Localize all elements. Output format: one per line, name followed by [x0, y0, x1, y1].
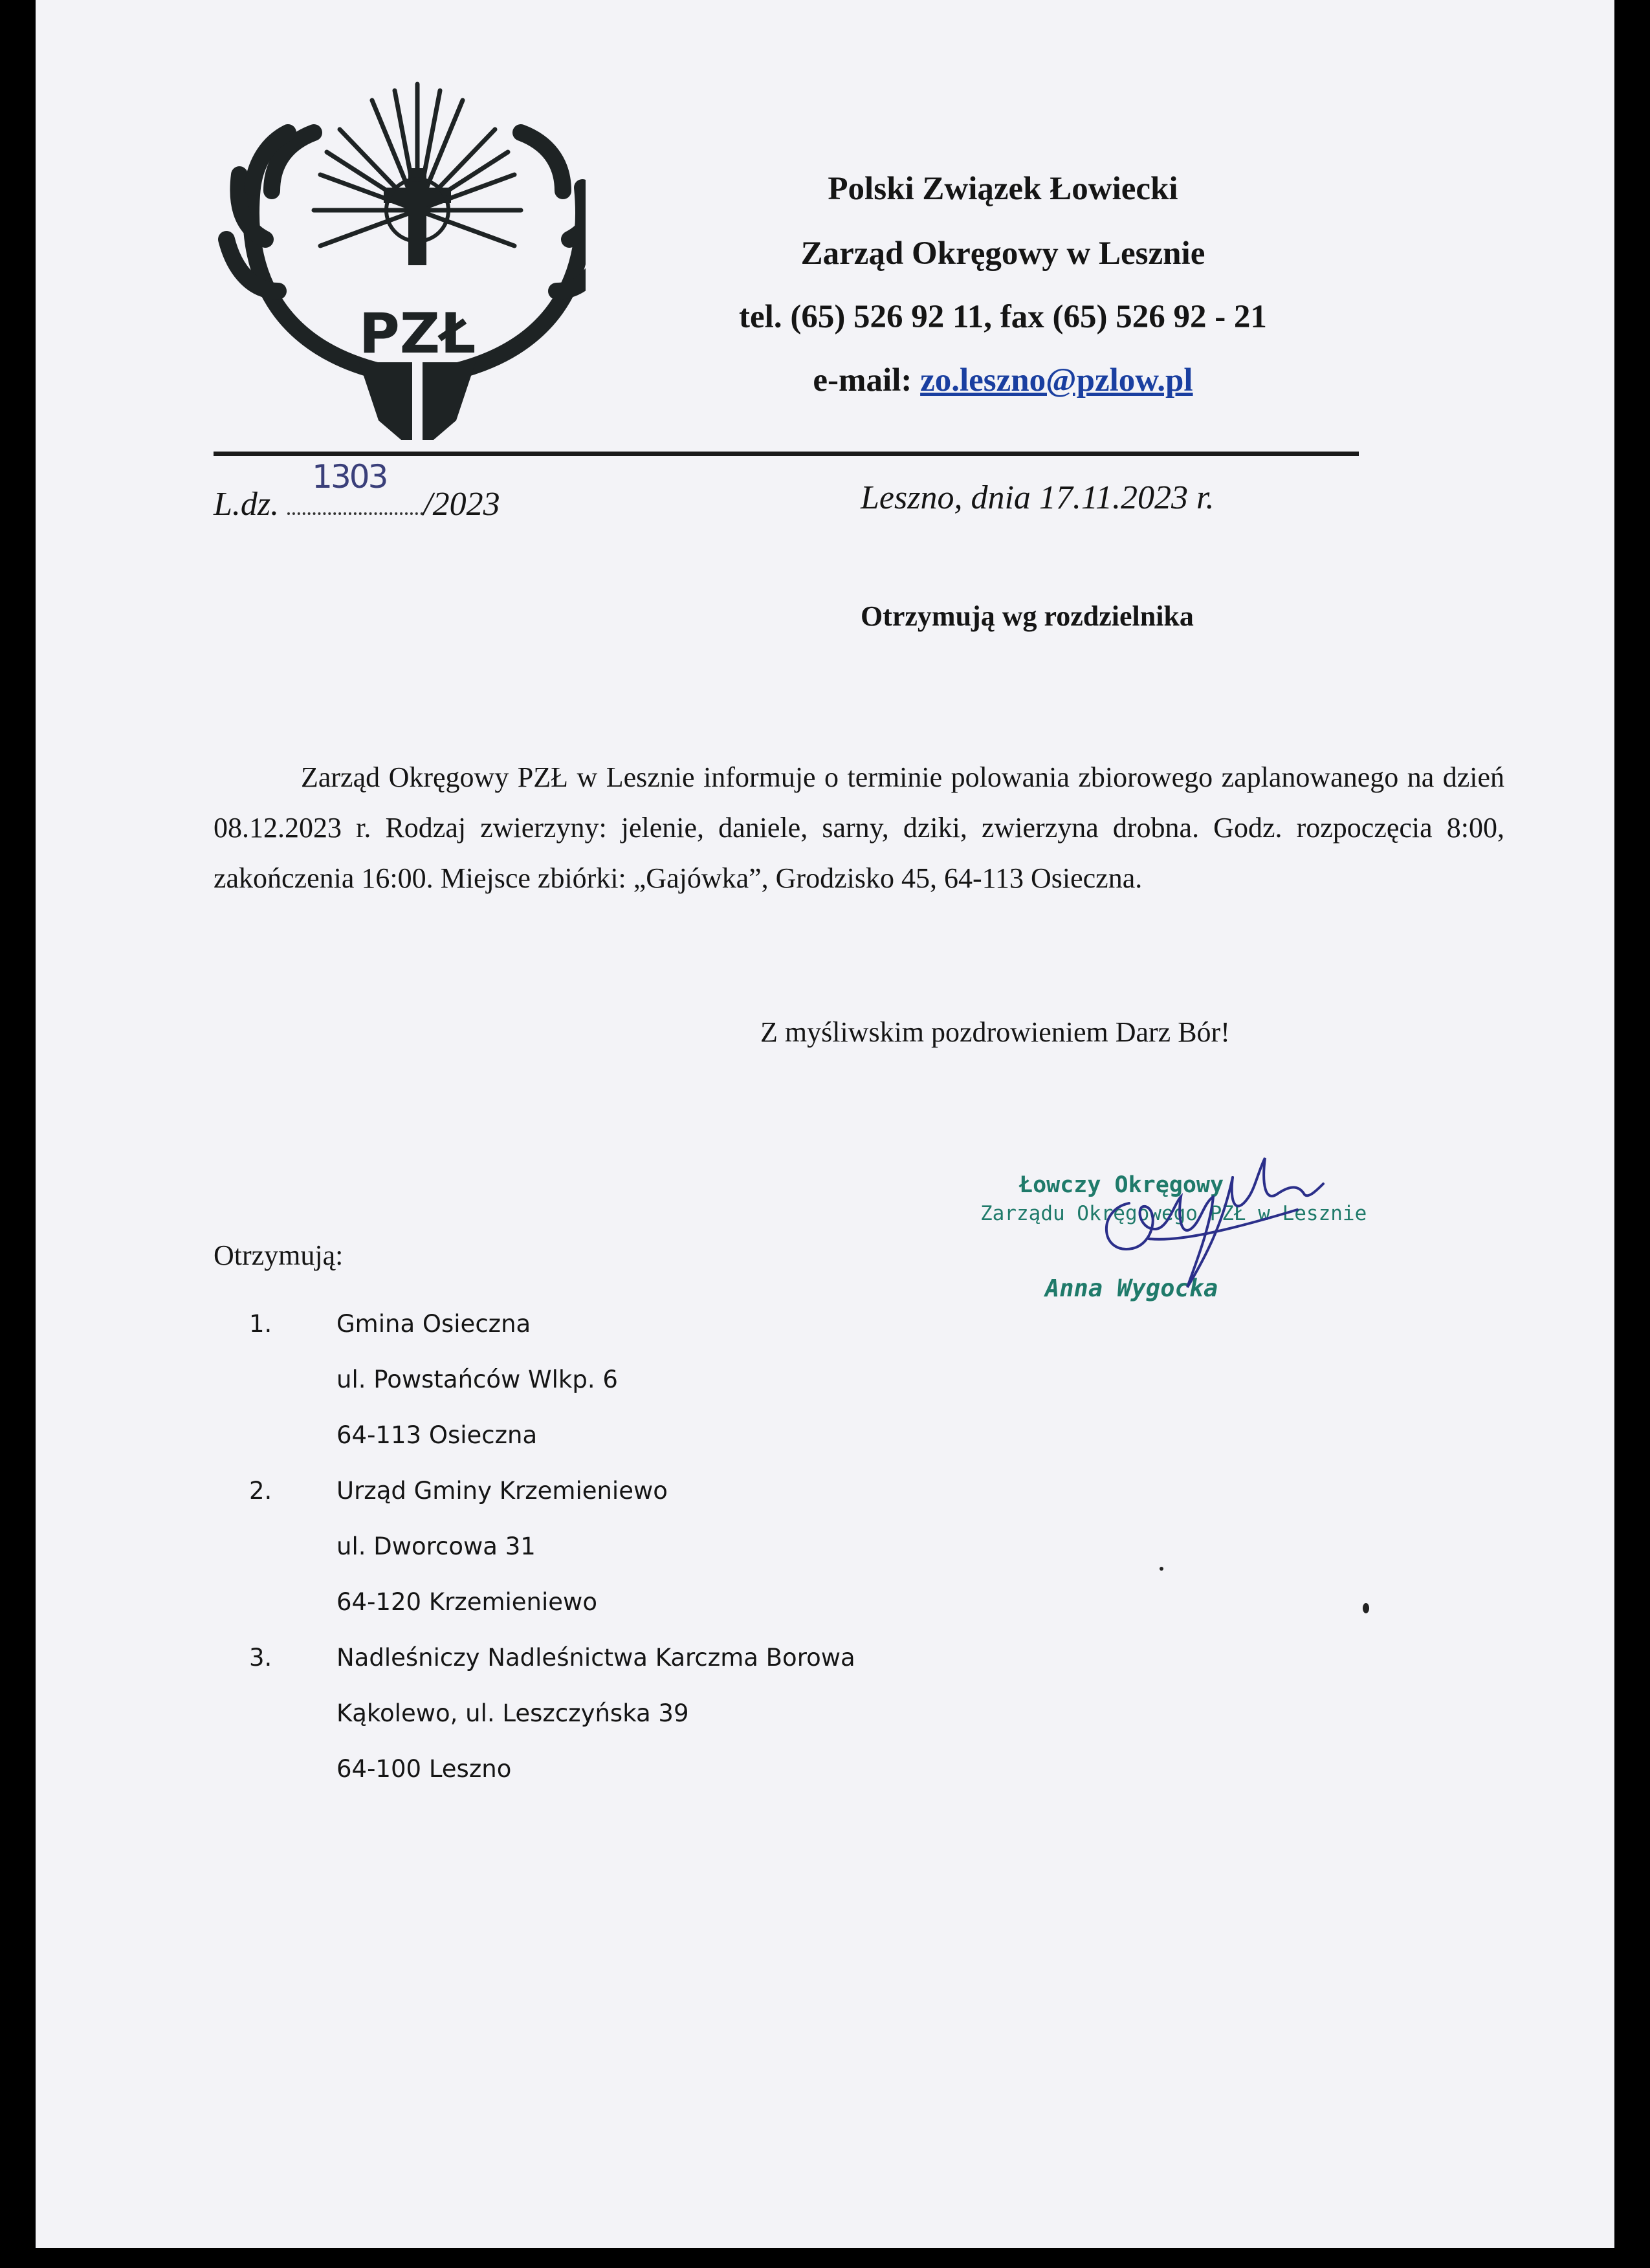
reference-prefix: L.dz.: [214, 486, 280, 523]
handwritten-signature: [1084, 1132, 1356, 1326]
recipient-postal: 64-113 Osieczna: [336, 1421, 538, 1449]
scan-speck: [1363, 1603, 1369, 1613]
list-item: [249, 1477, 768, 1644]
organization-name: Polski Związek Łowiecki: [828, 171, 1178, 207]
recipient-name: Nadleśniczy Nadleśnictwa Karczma Borowa: [336, 1644, 855, 1672]
document-date: Leszno, dnia 17.11.2023 r.: [861, 479, 1215, 516]
stamp-title: Łowczy Okręgowy: [1019, 1172, 1224, 1198]
recipient-postal: 64-100 Leszno: [336, 1755, 512, 1783]
list-item-number: 1.: [249, 1310, 272, 1338]
distribution-heading: Otrzymują wg rozdzielnika: [861, 600, 1194, 632]
recipient-street: ul. Dworcowa 31: [336, 1532, 536, 1560]
email-link[interactable]: zo.leszno@pzlow.pl: [920, 362, 1193, 398]
reference-number: [214, 458, 500, 523]
reference-handwritten-number: 1303: [312, 458, 387, 496]
email-label: e-mail:: [813, 362, 912, 398]
list-item: [249, 1644, 855, 1811]
recipient-street: ul. Powstańców Wlkp. 6: [336, 1366, 618, 1393]
stamp-subtitle: Zarządu Okręgowego PZŁ w Lesznie: [980, 1202, 1367, 1225]
document-page: [36, 0, 1614, 2248]
list-item: [249, 1310, 768, 1477]
closing-greeting: Z myśliwskim pozdrowieniem Darz Bór!: [760, 1016, 1230, 1048]
stamp-signatory-name: Anna Wygocka: [1045, 1274, 1218, 1302]
logo-text: PZŁ: [358, 301, 476, 366]
email-line: [498, 361, 1508, 400]
recipient-name: Urząd Gminy Krzemieniewo: [336, 1477, 668, 1505]
recipient-postal: 64-120 Krzemieniewo: [336, 1588, 597, 1616]
body-paragraph: Zarząd Okręgowy PZŁ w Lesznie informuje o terminie polowania zbiorowego zaplanowanego na dzień 08.12.2023 r. Rodzaj zwierzyny: jelenie, daniele, sarny, dziki, zwierzyna drobna. Godz. rozpoczęcia 8:00, zakończenia 16:00. Miejsce zbiórki: „Gajówka”, Grodzisko 45, 64-113 Osieczna.: [214, 761, 1504, 894]
scan-speck: [1160, 1567, 1163, 1571]
list-item-number: 2.: [249, 1477, 272, 1505]
district-board-name: Zarząd Okręgowy w Lesznie: [800, 235, 1205, 272]
recipient-street: Kąkolewo, ul. Leszczyńska 39: [336, 1699, 689, 1727]
list-item-number: 3.: [249, 1644, 272, 1672]
reference-suffix: /2023: [423, 486, 500, 523]
phone-fax-line: tel. (65) 526 92 11, fax (65) 526 92 - 21: [739, 299, 1267, 335]
recipient-name: Gmina Osieczna: [336, 1310, 531, 1338]
header-divider: [214, 452, 1359, 456]
reference-number-field: [287, 458, 423, 515]
recipients-list: [249, 1310, 855, 1811]
recipients-label: Otrzymują:: [214, 1239, 344, 1271]
